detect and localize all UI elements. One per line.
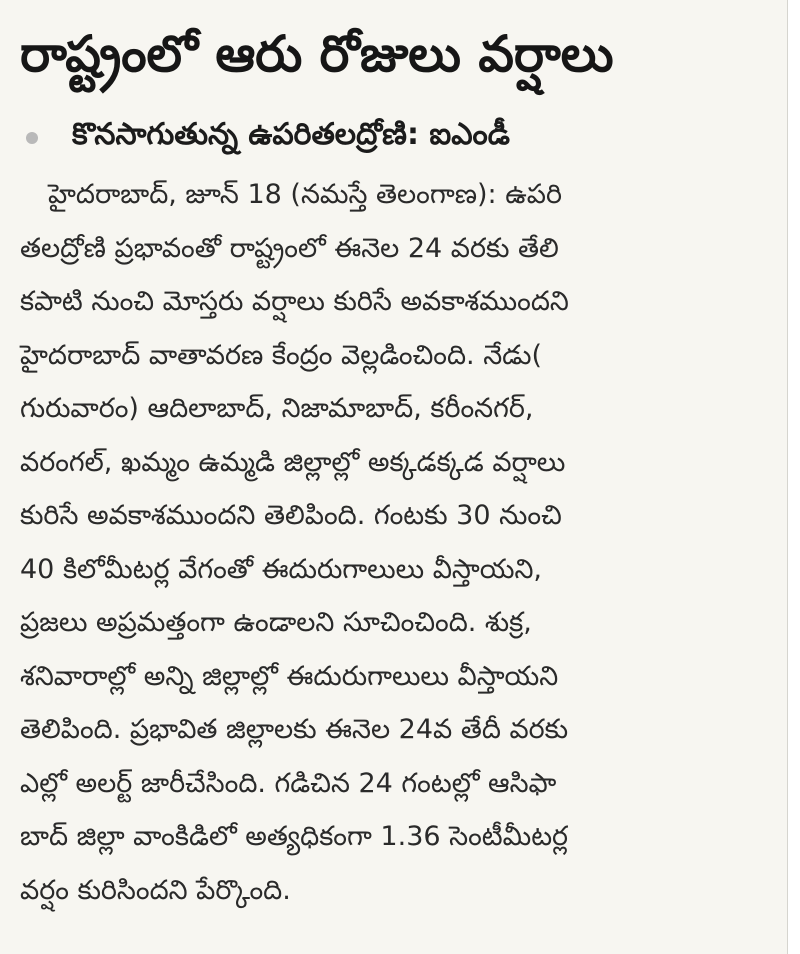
subheadline-text: కొనసాగుతున్న ఉపరితలద్రోణి: ఐఎండీ <box>72 117 510 152</box>
body-line: బాద్ జిల్లా వాంకిడిలో అత్యధికంగా 1.36 సెంటీమీటర్ల <box>20 821 569 852</box>
body-line: గురువారం) ఆదిలాబాద్, నిజామాబాద్, కరీంనగర్, <box>20 393 534 424</box>
subheadline <box>26 108 786 168</box>
body-line: తలద్రోణి ప్రభావంతో రాష్ట్రంలో ఈనెల 24 వరకు తేలి <box>20 232 559 264</box>
body-line: 40 కిలోమీటర్ల వేగంతో ఈదురుగాలులు వీస్తాయని, <box>20 553 543 585</box>
body-line: కపాటి నుంచి మోస్తరు వర్షాలు కురిసే అవకాశముందని <box>20 286 569 317</box>
body-line: హైదరాబాద్ వాతావరణ కేంద్రం వెల్లడించింది. నేడు( <box>20 339 543 371</box>
body-line: హైదరాబాద్, జూన్ 18 (నమస్తే తెలంగాణ): ఉపరి <box>48 179 562 210</box>
article-body <box>20 168 760 917</box>
body-line: కురిసే అవకాశముందని తెలిపింది. గంటకు 30 నుంచి <box>20 500 562 531</box>
headline: రాష్ట్రంలో ఆరు రోజులు వర్షాలు <box>20 25 614 83</box>
body-line: ఎల్లో అలర్ట్ జారీచేసింది. గడిచిన 24 గంటల్లో ఆసిఫా <box>20 767 557 799</box>
body-line: శనివారాల్లో అన్ని జిల్లాల్లో ఈదురుగాలులు వీస్తాయని <box>20 660 559 692</box>
page-edge <box>787 0 800 954</box>
body-line: ప్రజలు అప్రమత్తంగా ఉండాలని సూచించింది. శుక్ర, <box>20 607 532 638</box>
body-line: తెలిపింది. ప్రభావిత జిల్లాలకు ఈనెల 24వ తేదీ వరకు <box>20 714 569 745</box>
body-line: వర్షం కురిసిందని పేర్కొంది. <box>20 874 291 906</box>
body-line: వరంగల్, ఖమ్మం ఉమ్మడి జిల్లాల్లో అక్కడక్కడ వర్షాలు <box>20 446 566 478</box>
bullet-icon <box>26 132 38 144</box>
